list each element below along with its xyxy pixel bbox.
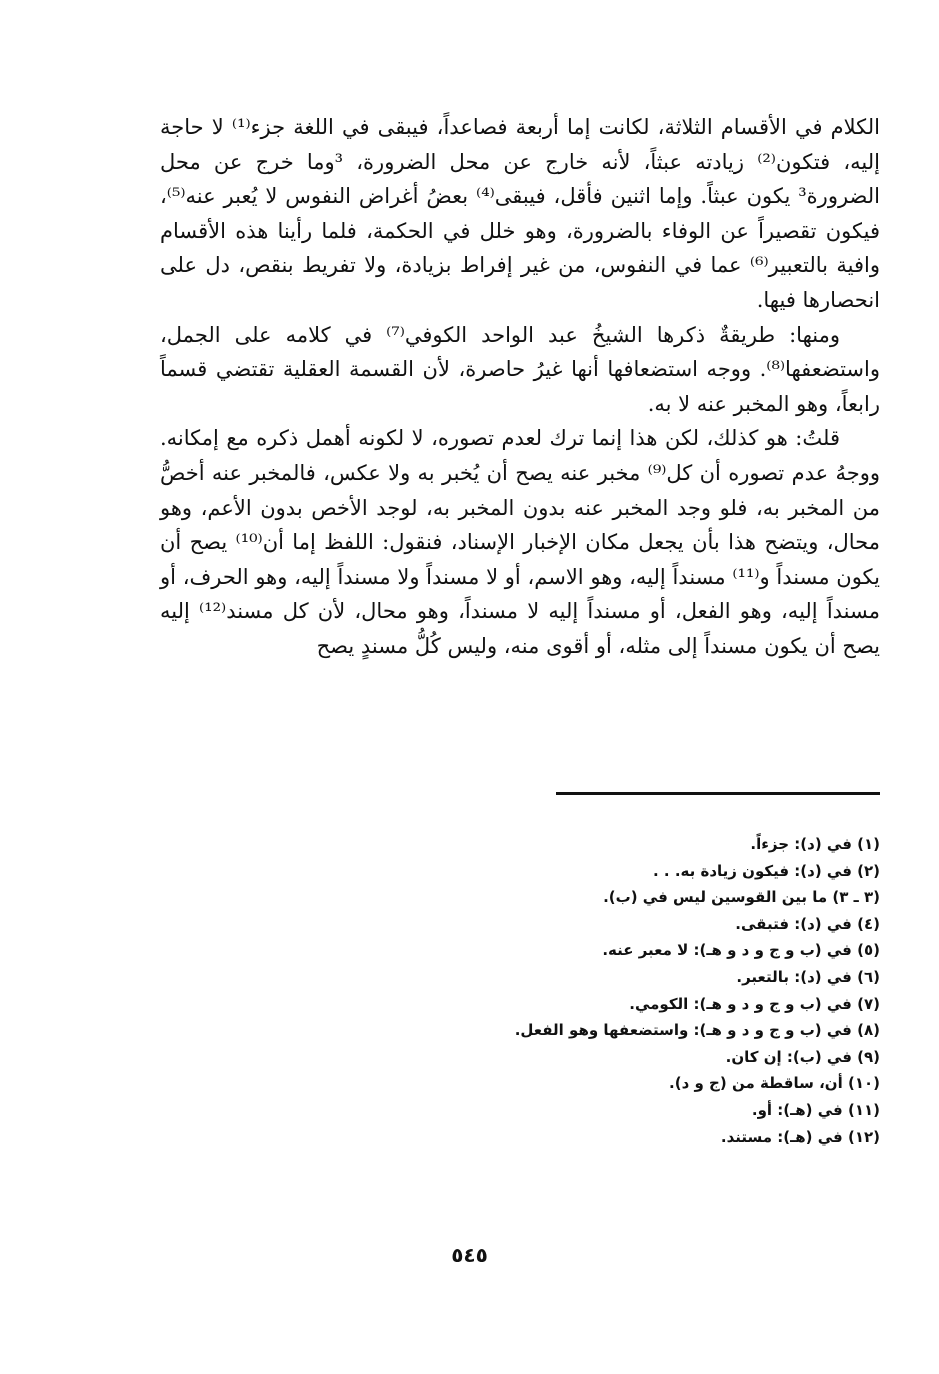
footnote-mark: (٥) <box>857 941 880 960</box>
footnote-text: ما بين القوسين ليس في (ب). <box>603 888 828 907</box>
footnote <box>420 964 880 991</box>
footnote-text: في (د): جزءاً. <box>750 835 852 853</box>
footnote <box>420 991 880 1018</box>
footnote-text: في (ب و ج و د و هـ): واستضعفها وهو الفعل. <box>514 1021 852 1040</box>
footnote-text: في (د): فيكون زيادة به. . . <box>653 861 852 880</box>
footnote-mark: (١٢) <box>847 1127 880 1146</box>
footnote <box>420 1044 880 1071</box>
page-number: ٥٤٥ <box>451 1243 488 1267</box>
footnote <box>420 911 880 938</box>
footnote-mark: (٣ ـ ٣) <box>832 888 880 907</box>
footnote-mark: (١٠) <box>847 1074 880 1093</box>
footnote <box>420 831 880 858</box>
footnote-mark: (٨) <box>857 1021 880 1040</box>
footnote-text: أن، ساقطة من (ج و د). <box>669 1074 843 1093</box>
footnote <box>420 1124 880 1151</box>
footnote <box>420 1097 880 1124</box>
footnote-separator <box>556 792 880 795</box>
footnote <box>420 884 880 911</box>
footnote-text: في (ب): إن كان. <box>725 1047 852 1066</box>
main-text <box>160 110 880 664</box>
footnote-mark: (١) <box>857 835 880 853</box>
footnote-mark: (٧) <box>857 994 880 1013</box>
footnote-text: في (ب و ج و د و هـ): الكومي. <box>629 994 852 1013</box>
footnote-mark: (١١) <box>847 1100 880 1119</box>
footnote-mark: (٤) <box>857 914 880 933</box>
footnote-text: في (ب و ج و د و هـ): لا معبر عنه. <box>602 941 852 960</box>
footnote <box>420 1070 880 1097</box>
footnote <box>420 1017 880 1044</box>
footnote-mark: (٦) <box>857 967 880 986</box>
footnote <box>420 937 880 964</box>
footnote-text: في (هـ): أو. <box>751 1100 843 1119</box>
footnote-mark: (٢) <box>857 861 880 880</box>
paragraph-1: الكلام في الأقسام الثلاثة، لكانت إما أربعة فصاعداً، فيبقى في اللغة جزء⁽¹⁾ لا حاجة إليه، فتكون⁽²⁾ زيادته عبثاً، لأنه خارج عن محل الضرورة، ³وما خرج عن محل الضرورة³ يكون عبثاً. وإما اثنين فأقل، فيبقى⁽⁴⁾ بعضُ أغراض النفوس لا يُعبر عنه⁽⁵⁾، فيكون تقصيراً عن الوفاء بالضرورة، وهو خلل في الحكمة، فلما رأينا هذه الأقسام وافية بالتعبير⁽⁶⁾ عما في النفوس، من غير إفراط بزيادة، ولا تفريط بنقص، دل على انحصارها فيها. <box>160 115 881 312</box>
footnote <box>420 858 880 885</box>
footnote-text: في (د): فتبقى. <box>735 914 852 933</box>
footnotes <box>420 831 880 1150</box>
footnote-text: في (هـ): مستند. <box>720 1127 843 1146</box>
footnote-mark: (٩) <box>857 1047 880 1066</box>
paragraph-2: ومنها: طريقةٌ ذكرها الشيخُ عبد الواحد الكوفي⁽⁷⁾ في كلامه على الجمل، واستضعفها⁽⁸⁾. ووجه استضعافها أنها غيرُ حاصرة، لأن القسمة العقلية تقتضي قسماً رابعاً، وهو المخبر عنه لا به. <box>160 322 880 416</box>
paragraph-3: قلتُ: هو كذلك، لكن هذا إنما ترك لعدم تصوره، لا لكونه أهمل ذكره مع إمكانه. ووجهُ عدم تصوره أن كل⁽⁹⁾ مخبر عنه يصح أن يُخبر به ولا عكس، فالمخبر عنه أخصُّ من المخبر به، فلو وجد المخبر عنه بدون المخبر به، لوجد الأخص بدون الأعم، وهو محال، ويتضح هذا بأن يجعل مكان الإخبار الإسناد، فنقول: اللفظ إما أن⁽¹⁰⁾ يصح أن يكون مسنداً و⁽¹¹⁾ مسنداً إليه، وهو الاسم، أو لا مسنداً ولا مسنداً إليه، وهو الحرف، أو مسنداً إليه، وهو الفعل، أو مسنداً إليه لا مسنداً، وهو محال، لأن كل مسند⁽¹²⁾ إليه يصح أن يكون مسنداً إلى مثله، أو أقوى منه، وليس كُلُّ مسندٍ يصح <box>160 426 881 658</box>
footnote-text: في (د): بالتعبر. <box>736 967 852 986</box>
